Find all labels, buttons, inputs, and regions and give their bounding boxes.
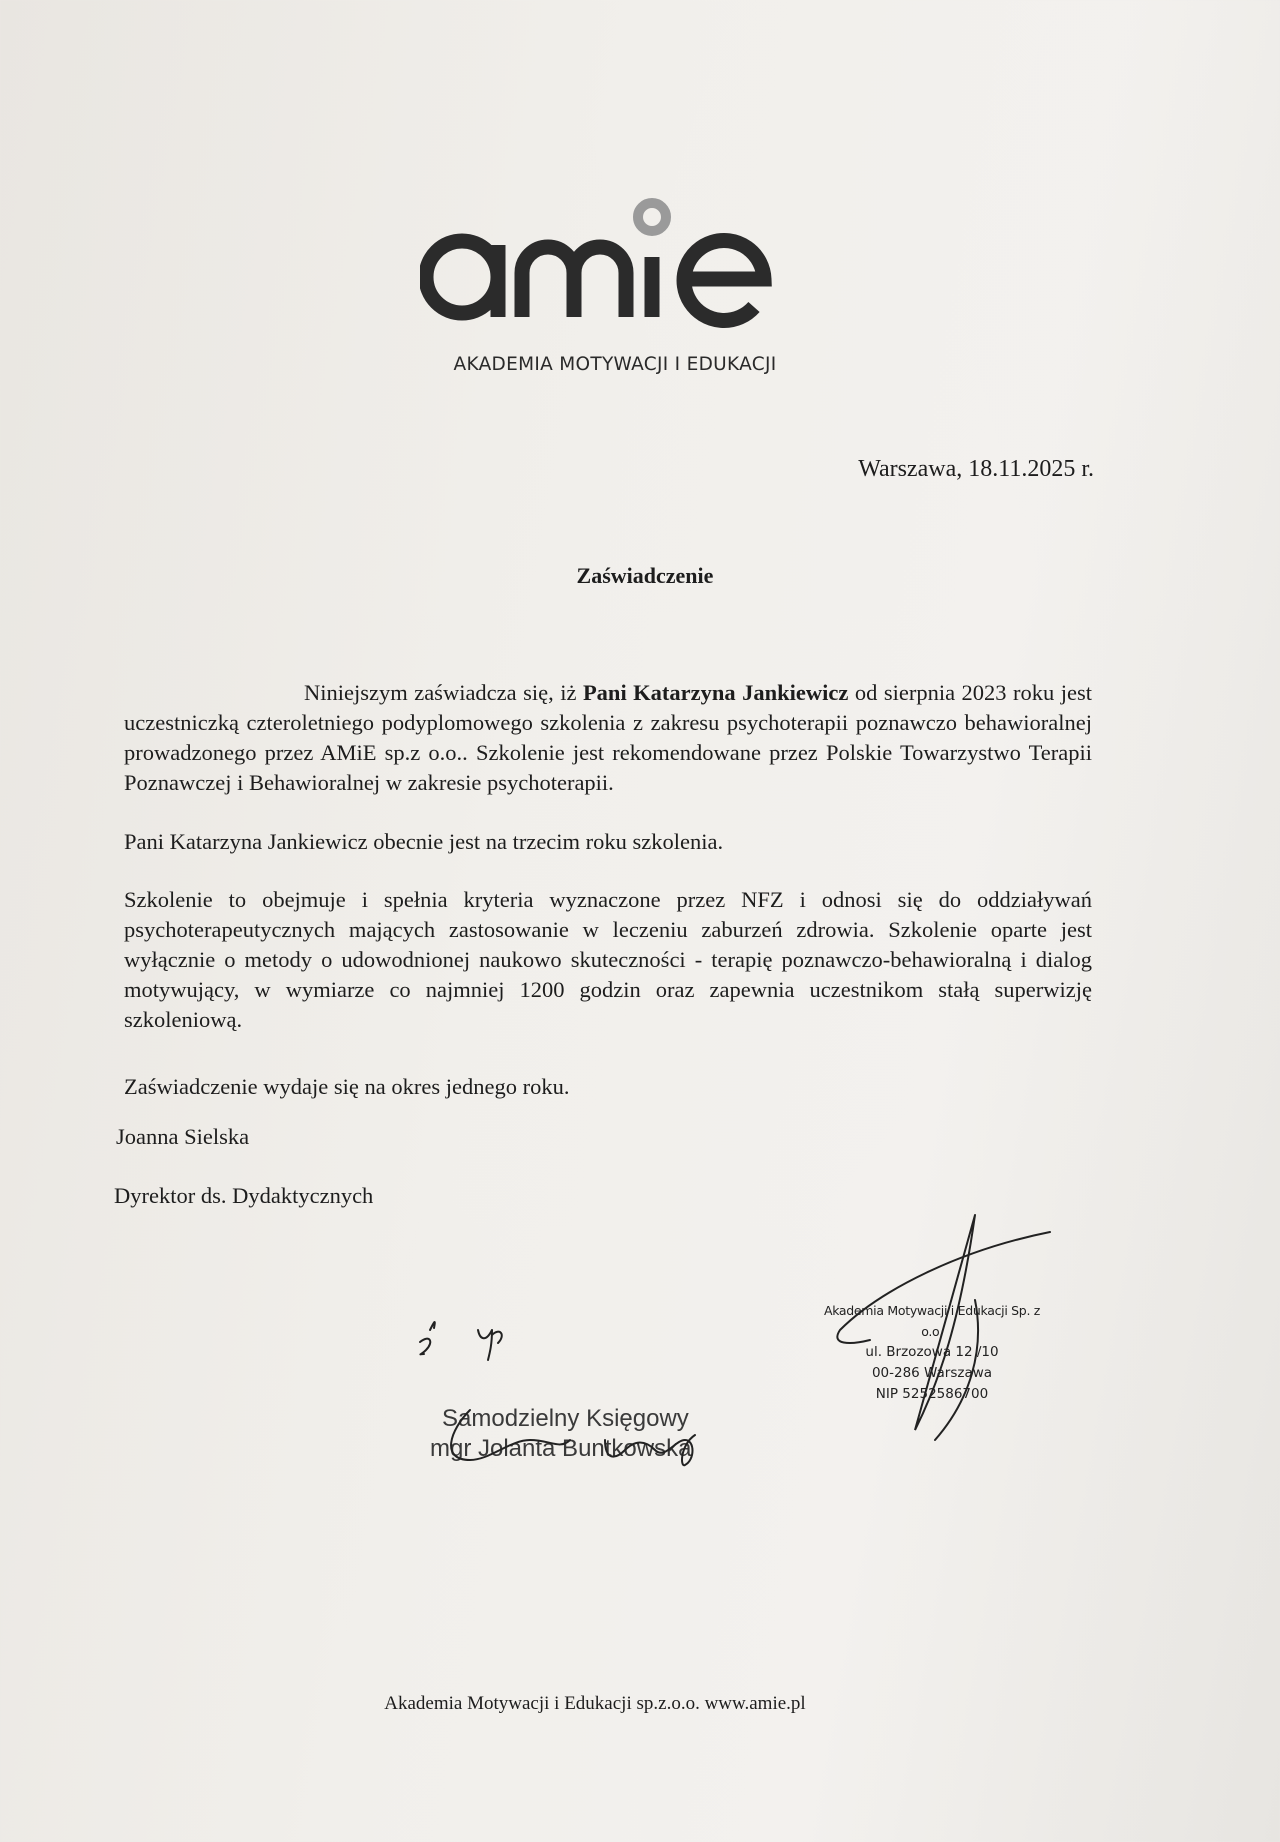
footer-text: Akademia Motywacji i Edukacji sp.z.o.o. www.amie.pl (384, 1693, 806, 1714)
signatory-name: Joanna Sielska (116, 1124, 250, 1149)
stamp-line-1: Akademia Motywacji i Edukacji Sp. z o.o. (823, 1303, 1041, 1339)
accountant-title: Samodzielny Księgowy (442, 1405, 689, 1432)
accountant-name: mgr Jolanta Buntkowska (430, 1435, 692, 1462)
signatory-role: Dyrektor ds. Dydaktycznych (114, 1183, 374, 1208)
stamp-line-4: NIP 5252586700 (875, 1386, 989, 1402)
place-date: Warszawa, 18.11.2025 r. (858, 456, 1094, 482)
accountant-stamp (430, 1402, 730, 1466)
company-stamp (812, 1300, 1052, 1405)
p1-after: od sierpnia 2023 roku jest uczestniczką czteroletniego podyplomowego szkolenia z zakresu psychoterapii poznawczo behawioralnej prowadzonego przez AMiE sp.z o.o.. Szkolenie jest rekomendowane przez Polskie Towarzystwo Terapii Poznawczej i Behawioralnej w zakresie psychoterapii. (124, 680, 1092, 795)
stamp-line-3: 00-286 Warszawa (871, 1365, 993, 1381)
paragraph-4: Zaświadczenie wydaje się na okres jednego roku. (124, 1074, 570, 1099)
amie-logo (420, 195, 810, 335)
stamp-line-2: ul. Brzozowa 12 /10 (865, 1344, 999, 1360)
logo-tagline: AKADEMIA MOTYWACJI I EDUKACJI (453, 354, 777, 375)
document-title: Zaświadczenie (576, 563, 714, 588)
paragraph-3: Szkolenie to obejmuje i spełnia kryteria wyznaczone przez NFZ i odnosi się do oddziaływań psychoterapeutycznych mających zastosowanie w leczeniu zaburzeń zdrowia. Szkolenie oparte jest wyłącznie o metody o udowodnionej naukowo skuteczności - terapię poznawczo-behawioralną i dialog motywujący, w wymiarze co najmniej 1200 godzin oraz zapewnia uczestnikom stałą superwizję szkoleniową. (124, 887, 1092, 1032)
p1-name: Pani Katarzyna Jankiewicz (582, 680, 849, 705)
p1-before: Niniejszym zaświadcza się, iż (304, 680, 583, 705)
paragraph-2: Pani Katarzyna Jankiewicz obecnie jest na trzecim roku szkolenia. (124, 829, 724, 854)
paragraph-1 (124, 678, 1092, 798)
